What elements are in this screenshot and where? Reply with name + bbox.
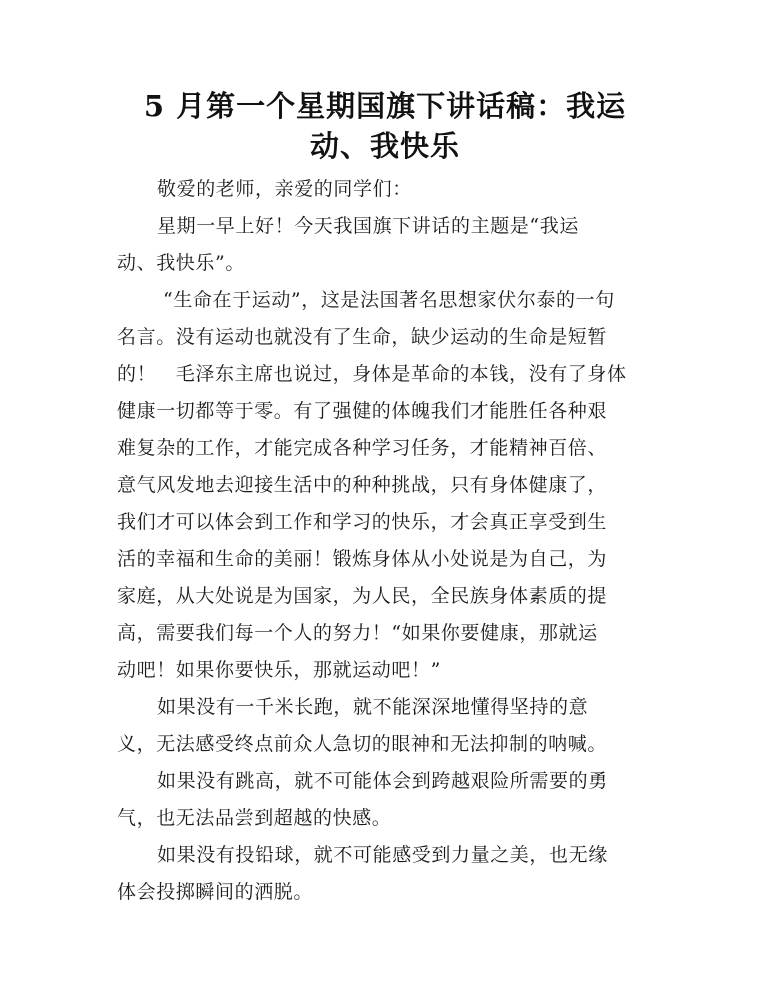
paragraph-line: 如果没有跳高，就不可能体会到跨越艰险所需要的勇 bbox=[157, 770, 608, 792]
paragraph-line: 星期一早上好！今天我国旗下讲话的主题是“我运 bbox=[157, 215, 579, 237]
paragraph-line: 健康一切都等于零。有了强健的体魄我们才能胜任各种艰 bbox=[117, 400, 608, 422]
paragraph-line: 难复杂的工作，才能完成各种学习任务，才能精神百倍、 bbox=[117, 437, 608, 459]
paragraph-line: 活的幸福和生命的美丽！锻炼身体从小处说是为自己，为 bbox=[117, 548, 608, 570]
paragraph-line: 如果没有投铅球，就不可能感受到力量之美，也无缘 bbox=[157, 844, 608, 866]
paragraph-line: 义，无法感受终点前众人急切的眼神和无法抑制的呐喊。 bbox=[117, 733, 608, 755]
paragraph-line: 气，也无法品尝到超越的快感。 bbox=[117, 807, 392, 829]
paragraph-line: 动、我快乐”。 bbox=[117, 252, 245, 274]
paragraph-line: 体会投掷瞬间的洒脱。 bbox=[117, 881, 314, 903]
salutation: 敬爱的老师，亲爱的同学们： bbox=[157, 178, 412, 200]
page-title-line-2: 动、我快乐 bbox=[309, 129, 460, 163]
paragraph-line: 意气风发地去迎接生活中的种种挑战，只有身体健康了， bbox=[117, 474, 608, 496]
paragraph-line: 名言。没有运动也就没有了生命，缺少运动的生命是短暂 bbox=[117, 326, 608, 348]
paragraph-line: 的！ 毛泽东主席也说过，身体是革命的本钱，没有了身体 bbox=[117, 363, 627, 385]
paragraph-line: 如果没有一千米长跑，就不能深深地懂得坚持的意 bbox=[157, 696, 589, 718]
paragraph-line: 动吧！如果你要快乐，那就运动吧！” bbox=[117, 659, 441, 681]
paragraph-line: 家庭，从大处说是为国家，为人民，全民族身体素质的提 bbox=[117, 585, 608, 607]
page-title-line-1: 5 月第一个星期国旗下讲话稿：我运 bbox=[143, 89, 627, 123]
paragraph-line: “生命在于运动”，这是法国著名思想家伏尔泰的一句 bbox=[163, 289, 615, 311]
paragraph-line: 高，需要我们每一个人的努力！“如果你要健康，那就运 bbox=[117, 622, 598, 644]
paragraph-line: 我们才可以体会到工作和学习的快乐，才会真正享受到生 bbox=[117, 511, 608, 533]
